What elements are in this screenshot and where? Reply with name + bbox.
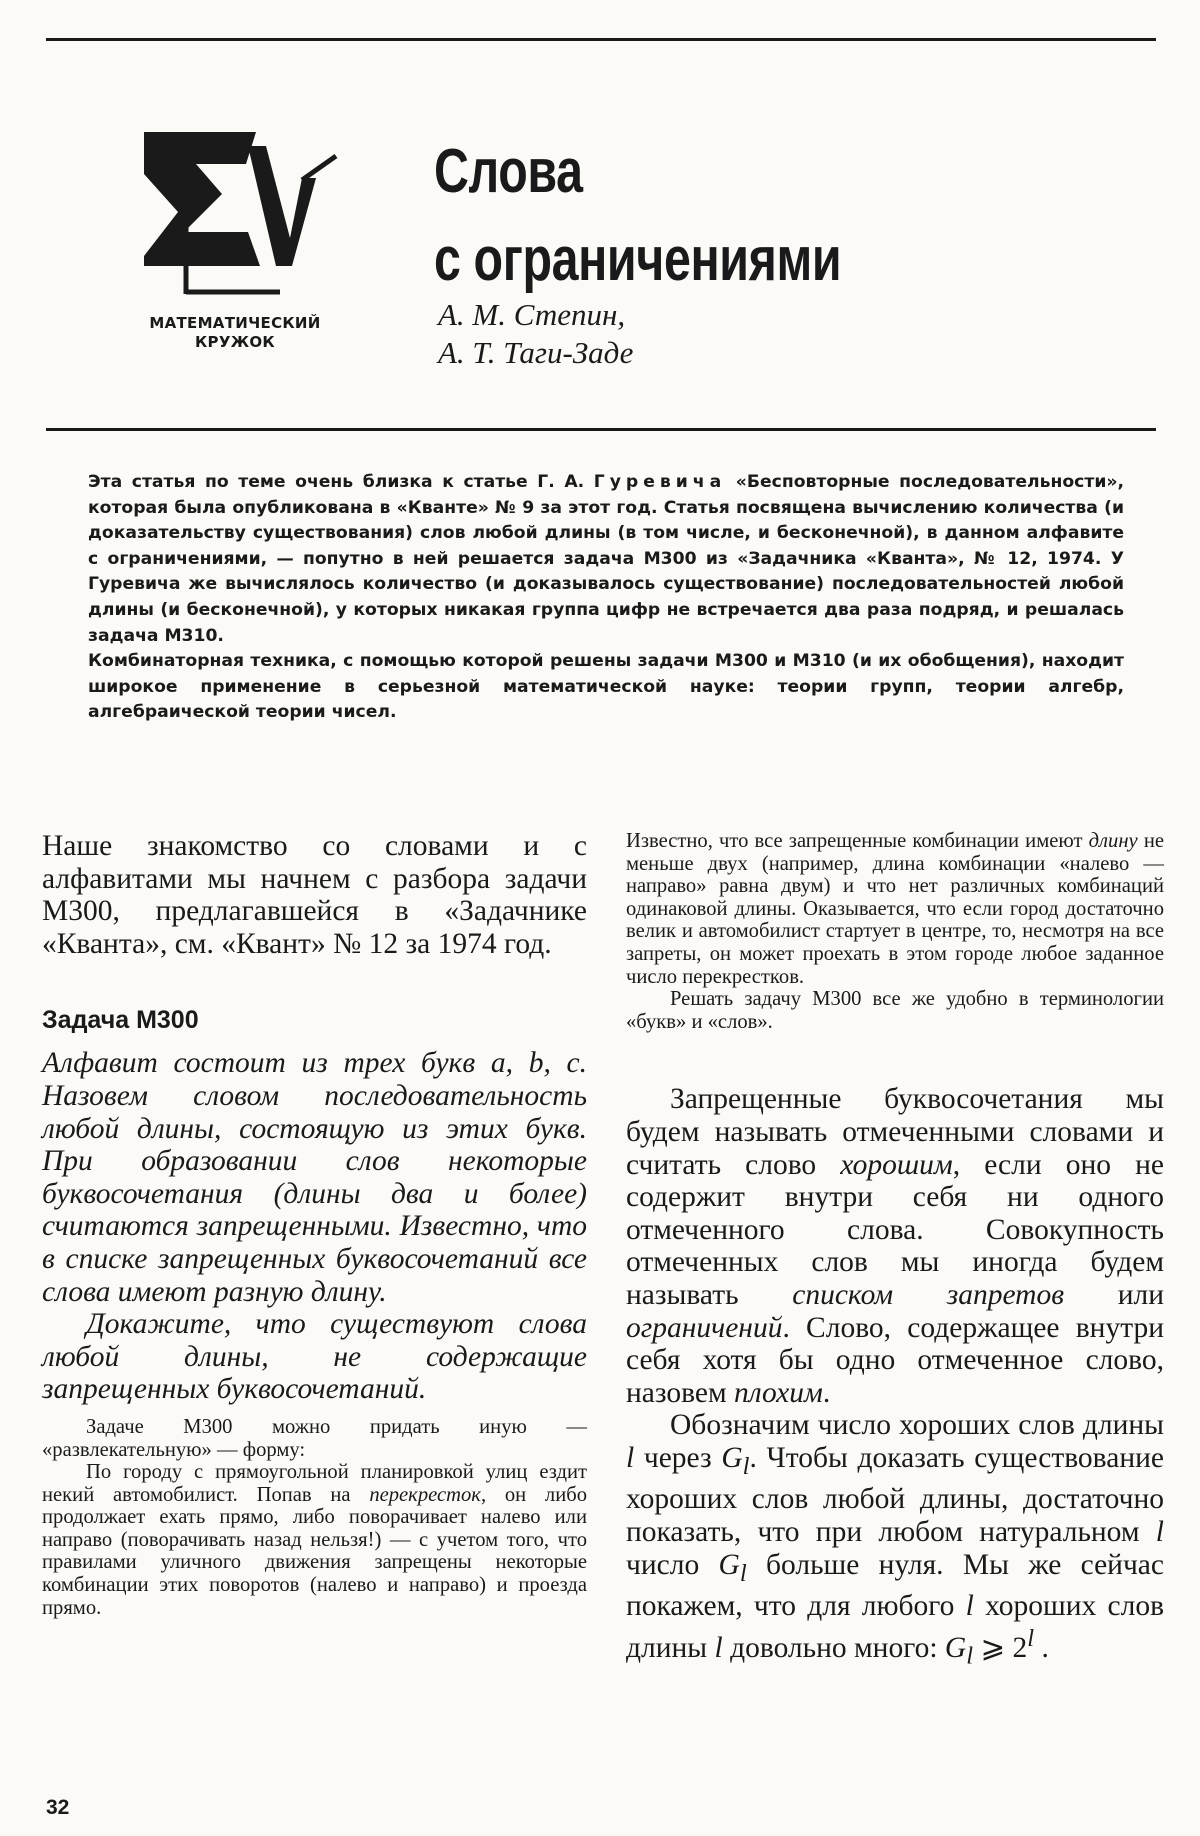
logo-caption-line-1: МАТЕМАТИЧЕСКИЙ xyxy=(149,314,321,332)
math-var: l xyxy=(965,1590,974,1623)
author-2: А. Т. Таги-Заде xyxy=(438,335,634,370)
text-run: довольно много: xyxy=(722,1631,945,1664)
math-var: l xyxy=(626,1441,635,1474)
alt-form-continuation xyxy=(626,830,1164,988)
authors xyxy=(438,296,633,372)
math-var: G xyxy=(721,1441,743,1474)
math-subscript: l xyxy=(742,1452,750,1480)
opening-paragraph: Наше знакомство со словами и с алфавитами мы начнем с разбора задачи М300, предлагавшейся в «Задачнике «Кванта», см. «Квант» № 12 за 1974 год. xyxy=(42,830,587,960)
intro-paragraph-1 xyxy=(88,470,1124,649)
text-run: или xyxy=(1064,1278,1165,1311)
text-run: , он либо продолжает ехать прямо, либо поворачивает налево или направо (поворачивать назад нельзя!) — с учетом того, что правилами уличного движения запрещены некоторые комбинации этих поворотов (налево и направо) и проезда прямо. xyxy=(42,1483,587,1619)
text-run: не меньше двух (например, длина комбинации «налево — направо» равна двум) и что нет различных комбинаций одинаковой длины. Оказывается, что если город достаточно велик и автомобилист стартует в центре, то, несмотря на все запреты, он может проехать в этом городе любое заданное число перекрестков. xyxy=(626,830,1165,988)
italic-term: хорошим xyxy=(840,1148,953,1181)
author-name-spaced: Гуревича xyxy=(593,472,727,492)
math-subscript: l xyxy=(739,1559,747,1587)
text-run: число xyxy=(626,1548,719,1581)
math-inequality: ⩾ 2 xyxy=(973,1631,1028,1664)
alt-form-paragraph xyxy=(42,1461,587,1619)
math-subscript: l xyxy=(966,1642,974,1670)
math-var: l xyxy=(1155,1515,1164,1548)
math-var: l xyxy=(714,1631,723,1664)
text-run: . xyxy=(822,1376,831,1409)
terminology-note: Решать задачу М300 все же удобно в терминологии «букв» и «слов». xyxy=(626,988,1164,1033)
title-line-1: Слова xyxy=(434,137,583,206)
math-var: G xyxy=(718,1548,740,1581)
text-run: Запрещенные буквосочетания мы будем называть отмеченными словами и считать слово xyxy=(626,1083,1164,1181)
italic-term: плохим xyxy=(734,1376,823,1409)
problem-task: Докажите, что существуют слова любой длины, не содержащие запрещенных буквосочетаний. xyxy=(42,1308,587,1406)
intro-text: «Бесповторные последовательности», которая была опубликована в «Кванте» № 9 за этот год. Статья посвящена вычислению количества (и доказательству существования) слов любой длины (в том числе, и бесконечной), в данном алфавите с ограничениями, — попутно в ней решается задача М300 из «Задачника «Кванта», № 12, 1974. У Гуревича же вычислялось количество (и доказывалось существование) последовательностей любой длины (и бесконечной), у которых никакая группа цифр не встречается два раза подряд, и решалась задача М310. xyxy=(88,472,1124,646)
top-rule xyxy=(46,38,1156,41)
intro-text: Эта статья по теме очень близка к статье Г. А. xyxy=(88,472,594,492)
alt-form-intro: Задаче М300 можно придать иную — «развлекательную» — форму: xyxy=(42,1415,587,1461)
text-run: , если оно не содержит внутри себя ни одного отмеченного слова. Совокупность отмеченных слов мы иногда будем называть xyxy=(626,1148,1164,1311)
text-run: Обозначим число хороших слов длины xyxy=(670,1409,1164,1442)
page-number: 32 xyxy=(46,1796,70,1819)
text-run: . Слово, содержащее внутри себя хотя бы одно отмеченное слово, назовем xyxy=(626,1311,1164,1409)
intro-paragraph-2: Комбинаторная техника, с помощью которой решены задачи М300 и М310 (и их обобщения), находит широкое применение в серьезной математической науке: теории групп, теории алгебр, алгебраической теории чисел. xyxy=(88,651,1124,723)
right-column xyxy=(626,830,1164,1673)
text-run: хороших слов длины xyxy=(626,1590,1164,1664)
intro-abstract xyxy=(88,470,1124,726)
text-run: По городу с прямоугольной планировкой улиц ездит некий автомобилист. Попав на xyxy=(42,1461,587,1506)
italic-term: длину xyxy=(1088,830,1138,852)
text-run: . xyxy=(1034,1631,1049,1664)
definitions-paragraph xyxy=(626,1083,1164,1409)
problem-heading: Задача М300 xyxy=(42,1006,199,1035)
author-1: А. М. Степин, xyxy=(438,297,626,332)
italic-term: списком запретов xyxy=(792,1278,1065,1311)
article-title xyxy=(434,128,841,304)
count-paragraph xyxy=(626,1409,1164,1673)
logo-caption-line-2: КРУЖОК xyxy=(195,333,275,351)
math-circle-logo-icon xyxy=(138,128,338,298)
italic-term: перекресток xyxy=(369,1483,481,1506)
math-var: G xyxy=(944,1631,967,1664)
text-run: . Чтобы доказать существование хороших слов любой длины, достаточно показать, что при любом натуральном xyxy=(626,1441,1164,1548)
italic-term: ограничений xyxy=(626,1311,783,1344)
text-run: Известно, что все запрещенные комбинации имеют xyxy=(626,830,1089,852)
left-column xyxy=(42,830,587,1619)
problem-statement: Алфавит состоит из трех букв a, b, c. Назовем словом последовательность любой длины, состоящую из этих букв. При образовании слов некоторые буквосочетания (длины два и более) считаются запрещенными. Известно, что в списке запрещенных буквосочетаний все слова имеют разную длину. xyxy=(42,1047,587,1308)
text-run: больше нуля. Мы же сейчас покажем, что для любого xyxy=(626,1548,1164,1623)
text-run: через xyxy=(634,1441,722,1474)
section-rule xyxy=(46,428,1156,431)
title-line-2: с ограничениями xyxy=(434,225,842,294)
math-superscript: l xyxy=(1027,1624,1035,1652)
logo-caption xyxy=(120,314,350,352)
